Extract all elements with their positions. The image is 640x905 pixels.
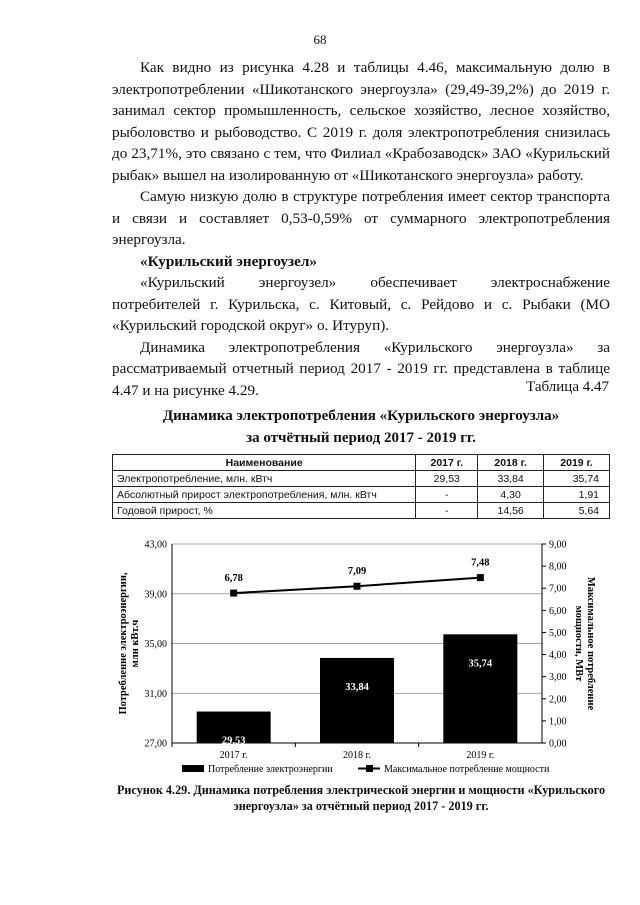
table-cell: Годовой прирост, % (113, 503, 416, 519)
table-cell: 14,56 (478, 503, 544, 519)
table-row (113, 487, 610, 503)
line-data-label: 7,09 (347, 566, 367, 578)
legend-bar-label: Потребление электроэнергии (208, 764, 333, 775)
table-cell: 1,91 (544, 487, 610, 503)
body-text (112, 57, 610, 401)
line-data-label: 7,48 (471, 557, 490, 569)
consumption-table (112, 454, 610, 519)
section-heading: «Курильский энергоузел» (140, 252, 317, 270)
y-tick-label-right: 5,00 (549, 627, 567, 639)
y-tick-label: 39,00 (144, 589, 167, 601)
header-2019: 2019 г. (544, 455, 610, 471)
x-tick-label: 2018 г. (343, 750, 371, 761)
y-tick-label-right: 4,00 (549, 650, 567, 662)
y-axis-title: Потребление электроэнергии,млн кВт.ч (118, 572, 141, 715)
consumption-chart (112, 534, 610, 779)
table-label: Таблица 4.47 (526, 379, 609, 395)
header-name: Наименование (113, 455, 416, 471)
table-cell: - (416, 487, 478, 503)
y-tick-label-right: 8,00 (549, 561, 567, 573)
table-cell: Абсолютный прирост электропотребления, млн. кВтч (113, 487, 416, 503)
line-point (354, 583, 361, 590)
y-tick-label-right: 0,00 (549, 738, 567, 750)
table-cell: - (416, 503, 478, 519)
y-tick-label: 43,00 (144, 539, 167, 551)
table-title (112, 405, 610, 449)
paragraph-1: Как видно из рисунка 4.28 и таблицы 4.46, максимальную долю в электропотреблении «Шикотанского энергоузла» (29,49-39,2%) до 2019 г. занимал сектор промышленность, сельское хозяйство, лесное хозяйство, рыболовство и рыбоводство. С 2019 г. доля электропотребления снизилась до 23,71%, это связано с тем, что Филиал «Крабозаводск» ЗАО «Курильский рыбак» вышел на изолированную от «Шикотанского энергоузла» работу. (112, 59, 610, 184)
table-cell: 5,64 (544, 503, 610, 519)
y-tick-label: 27,00 (144, 738, 167, 750)
header-2018: 2018 г. (478, 455, 544, 471)
line-data-label: 6,78 (224, 573, 243, 585)
paragraph-3: «Курильский энергоузел» обеспечивает электроснабжение потребителей г. Курильска, с. Китовый, с. Рейдово и с. Рыбаки (МО «Курильский городской округ» о. Итуруп). (112, 274, 610, 334)
table-header-row (113, 455, 610, 471)
y-tick-label-right: 2,00 (549, 694, 567, 706)
bar (443, 634, 517, 743)
y-tick-label: 35,00 (144, 639, 167, 650)
y-axis-title-right: Максимальное потреблениемощности, МВт (573, 576, 596, 711)
table-cell: Электропотребление, млн. кВтч (113, 471, 416, 487)
line-point (230, 590, 237, 597)
table-cell: 35,74 (544, 471, 610, 487)
x-tick-label: 2019 г. (466, 750, 495, 761)
legend-bar-swatch (182, 765, 204, 772)
bar-data-label: 33,84 (345, 681, 369, 693)
table-title-line2: за отчётный период 2017 - 2019 гг. (246, 430, 476, 446)
table-cell: 33,84 (478, 471, 544, 487)
figure-caption: Рисунок 4.29. Динамика потребления электрической энергии и мощности «Курильского энергоузла» за отчётный период 2017 - 2019 гг. (116, 783, 606, 813)
y-tick-label: 31,00 (144, 688, 167, 700)
y-tick-label-right: 6,00 (549, 605, 567, 617)
y-tick-label-right: 1,00 (549, 716, 567, 728)
line-point (477, 574, 484, 581)
y-tick-label-right: 9,00 (549, 539, 567, 551)
page-number: 68 (313, 32, 327, 47)
paragraph-4: Динамика электропотребления «Курильского энергоузла» за рассматриваемый отчетный период 2017 - 2019 гг. представлена в таблице 4.47 и на рисунке 4.29. (112, 338, 610, 399)
header-2017: 2017 г. (416, 455, 478, 471)
y-tick-label-right: 7,00 (549, 583, 567, 595)
table-row (113, 471, 610, 487)
y-tick-label-right: 3,00 (549, 672, 567, 684)
table-row (113, 503, 610, 519)
legend-line-label: Максимальное потребление мощности (384, 764, 550, 775)
table-cell: 29,53 (416, 471, 478, 487)
table-title-line1: Динамика электропотребления «Курильского энергоузла» (162, 408, 560, 424)
table-cell: 4,30 (478, 487, 544, 503)
bar-data-label: 29,53 (221, 735, 246, 747)
legend-line-marker (366, 765, 373, 772)
bar-data-label: 35,74 (468, 658, 493, 670)
paragraph-2: Самую низкую долю в структуре потребления имеет сектор транспорта и связи и составляет 0,53-0,59% от суммарного электропотребления энергоузла. (112, 188, 610, 248)
bar (320, 658, 394, 743)
x-tick-label: 2017 г. (219, 750, 248, 761)
